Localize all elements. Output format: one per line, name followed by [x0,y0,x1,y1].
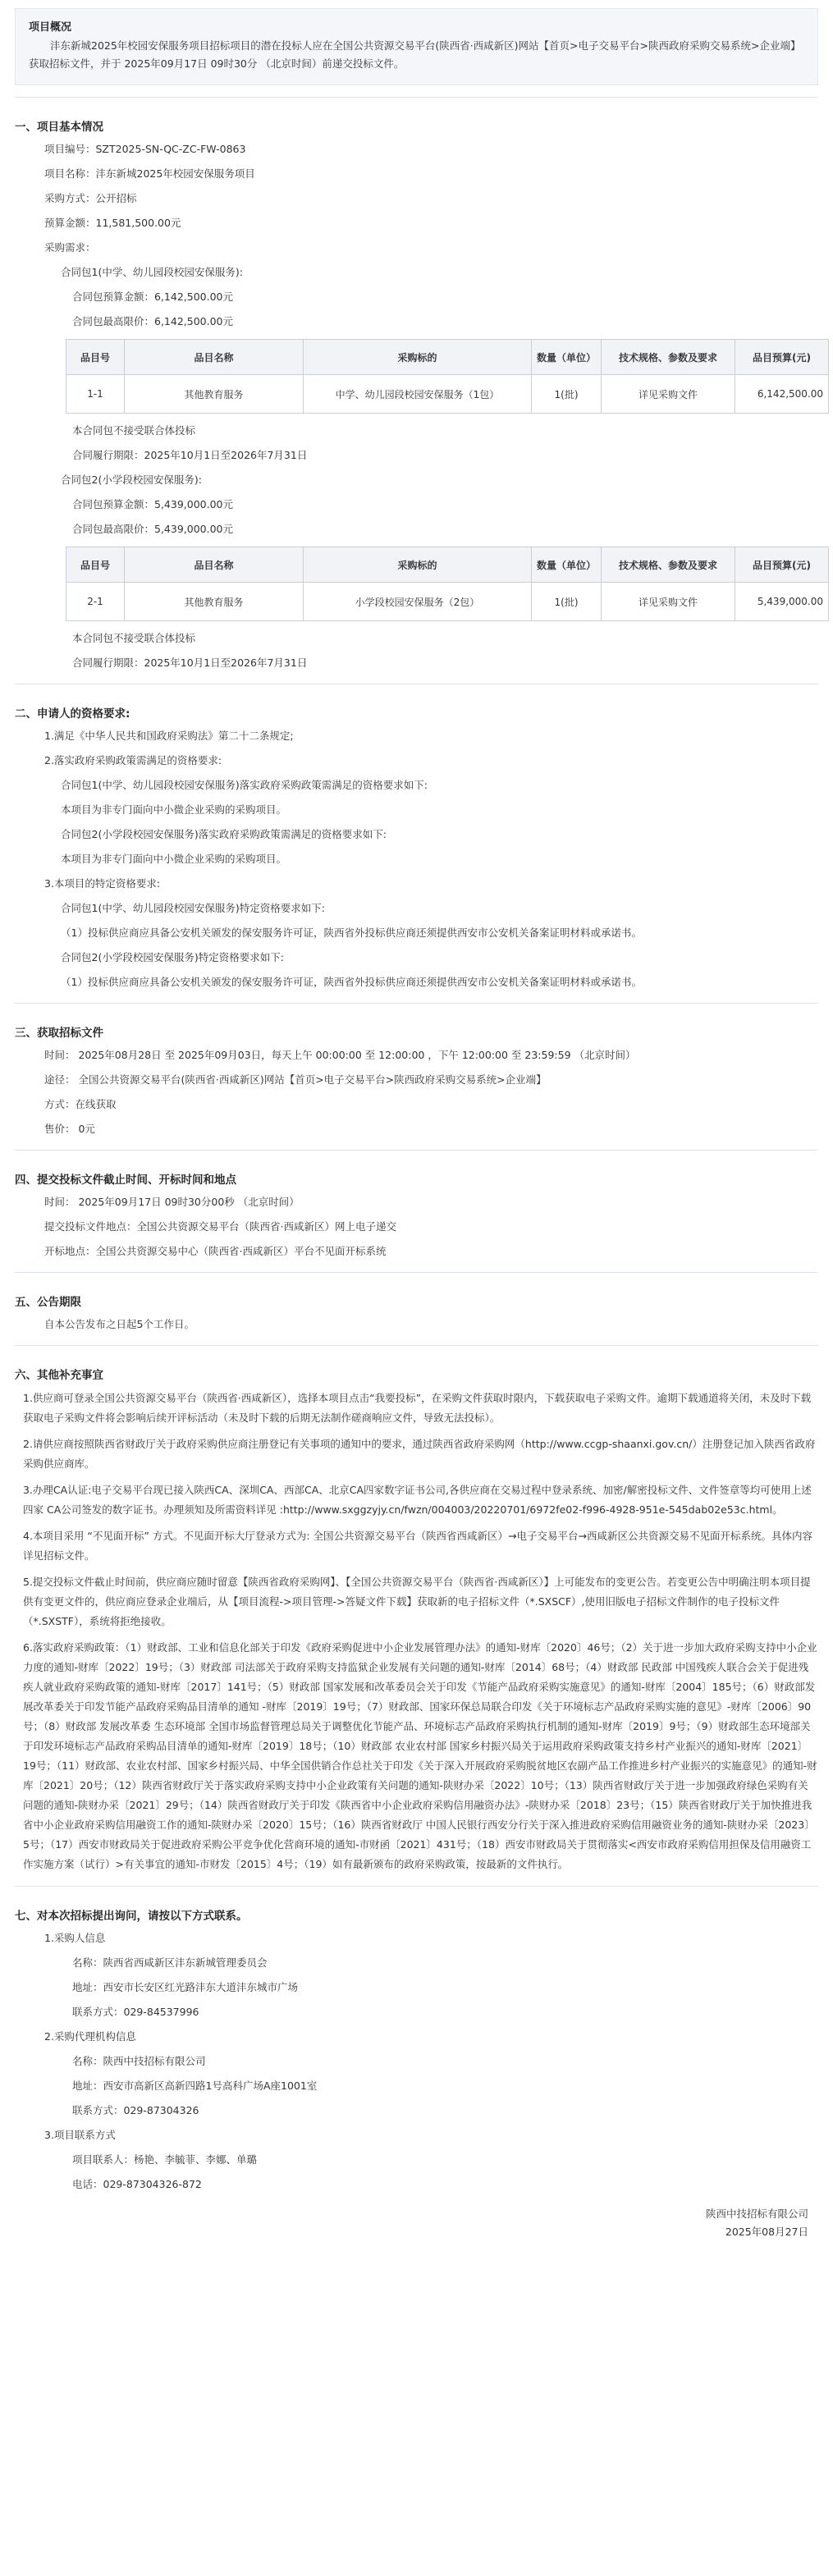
overview-text: 沣东新城2025年校园安保服务项目招标项目的潜在投标人应在全国公共资源交易平台(陕西省·西咸新区)网站【首页>电子交易平台>陕西政府采购交易系统>企业端】获取招标文件，并于 2025年09月17日 09时30分 （北京时间）前递交投标文件。 [29,39,801,70]
section-title: 二、申请人的资格要求: [15,707,130,721]
lot2-period: 合同履行期限：2025年10月1日至2026年7月31日 [72,657,308,669]
signature-org: 陕西中技招标有限公司 [705,2208,808,2220]
table-cell: 6,142,500.00 [735,375,829,414]
table-header-row [66,340,829,375]
announcement-page [0,8,833,2576]
supplementary-paragraph: 5.提交投标文件截止时间前，供应商应随时留意【陕西省政府采购网】、【全国公共资源交易平台（陕西省·西咸新区）】上可能发布的变更公告。若变更公告中明确注明本项目提供有变更文件的，供应商应登录企业端后，从【项目流程->项目管理->答疑文件下载】获取新的电子招标文件（*.SXSCF）,使用旧版电子招标文件制作的电子投标文件（*.SXSTF），系统将拒绝接收。 [23,1576,811,1627]
col-header: 数量（单位） [532,340,602,375]
col-header: 技术规格、参数及要求 [602,547,735,583]
table-header-row [66,547,829,583]
section-get-documents [15,1003,818,1138]
divider [15,1272,818,1273]
section-title: 四、提交投标文件截止时间、开标时间和地点 [15,1174,236,1187]
doc-mode: 方式：在线获取 [44,1098,117,1110]
budget-amount: 预算金额：11,581,500.00元 [44,217,181,229]
qualification-item: 本项目为非专门面向中小微企业采购的采购项目。 [61,803,287,816]
col-header: 品目名称 [125,547,304,583]
lot1-max-price: 合同包最高限价：6,142,500.00元 [72,315,233,327]
table-cell: 5,439,000.00 [735,583,829,621]
table-cell: 详见采购文件 [602,375,735,414]
section-title: 三、获取招标文件 [15,1027,103,1040]
notice-period-text: 自本公告发布之日起5个工作日。 [44,1318,195,1330]
section-title: 六、其他补充事宜 [15,1369,103,1382]
table-cell: 中学、幼儿园段校园安保服务（1包） [304,375,532,414]
section-notice-period [15,1272,818,1334]
col-header: 品目预算(元) [735,340,829,375]
qualification-item: 2.落实政府采购政策需满足的资格要求: [44,754,222,766]
table-cell: 1(批) [532,375,602,414]
col-header: 品目名称 [125,340,304,375]
col-header: 技术规格、参数及要求 [602,340,735,375]
qualification-item: （1）投标供应商应具备公安机关颁发的保安服务许可证，陕西省外投标供应商还须提供西安市公安机关备案证明材料或承诺书。 [61,927,642,939]
section-deadline [15,1150,818,1261]
purchaser-address: 地址：西安市长安区红光路沣东大道沣东城市广场 [72,1981,299,1993]
lot1-no-union: 本合同包不接受联合体投标 [72,424,196,437]
table-cell: 2-1 [66,583,125,621]
table-cell: 详见采购文件 [602,583,735,621]
lot1-period: 合同履行期限：2025年10月1日至2026年7月31日 [72,449,308,461]
table-cell: 其他教育服务 [125,375,304,414]
section-title: 一、项目基本情况 [15,121,103,134]
col-header: 采购标的 [304,547,532,583]
open-location: 开标地点：全国公共资源交易中心（陕西省·西咸新区）平台不见面开标系统 [44,1245,387,1257]
agency-name: 名称：陕西中技招标有限公司 [72,2055,206,2067]
qualification-item: 3.本项目的特定资格要求: [44,877,161,890]
supplementary-paragraph: 4.本项目采用 “不见面开标” 方式。不见面开标大厅登录方式为: 全国公共资源交易平台（陕西省西咸新区）→电子交易平台→西咸新区公共资源交易不见面开标系统。具体内容详见招标文件。 [23,1530,812,1562]
agency-address: 地址：西安市高新区高新四路1号高科广场A座1001室 [72,2080,318,2092]
lot2-title: 合同包2(小学段校园安保服务): [61,474,202,486]
table-cell: 小学段校园安保服务（2包） [304,583,532,621]
section-title: 七、对本次招标提出询问，请按以下方式联系。 [15,1910,248,1923]
contact-heading: 3.项目联系方式 [44,2129,116,2141]
signature-date: 2025年08月27日 [725,2226,808,2238]
agency-phone: 联系方式：029-87304326 [72,2104,199,2116]
col-header: 品目预算(元) [735,547,829,583]
project-code: 项目编号：SZT2025-SN-QC-ZC-FW-0863 [44,143,246,155]
lot1-table [66,339,829,414]
col-header: 数量（单位） [532,547,602,583]
divider [15,1003,818,1004]
qualification-item: 本项目为非专门面向中小微企业采购的采购项目。 [61,853,287,865]
signature-block [0,2205,808,2241]
section-title: 五、公告期限 [15,1296,81,1309]
supplementary-paragraph: 2.请供应商按照陕西省财政厅关于政府采购供应商注册登记有关事项的通知中的要求，通过陕西省政府采购网（http://www.ccgp-shaanxi.gov.cn/）注册登记加入陕西省政府采购供应商库。 [23,1438,816,1470]
lot2-no-union: 本合同包不接受联合体投标 [72,632,196,644]
col-header: 品目号 [66,547,125,583]
project-overview-box [15,8,818,85]
lot2-max-price: 合同包最高限价：5,439,000.00元 [72,523,233,535]
contact-phone: 电话：029-87304326-872 [72,2178,202,2190]
lot1-budget: 合同包预算金额：6,142,500.00元 [72,291,233,303]
divider [15,1886,818,1887]
section-supplementary [15,1345,818,1874]
table-cell: 1-1 [66,375,125,414]
purchaser-name: 名称：陕西省西咸新区沣东新城管理委员会 [72,1956,268,1969]
divider [15,1150,818,1151]
col-header: 品目号 [66,340,125,375]
purchaser-heading: 1.采购人信息 [44,1932,106,1944]
deadline-time: 时间： 2025年09月17日 09时30分00秒 （北京时间） [44,1196,300,1208]
purchaser-phone: 联系方式：029-84537996 [72,2006,199,2018]
table-row [66,375,829,414]
table-row [66,583,829,621]
contact-people: 项目联系人：杨艳、李毓菲、李娜、单璐 [72,2153,258,2166]
lot2-table [66,547,829,621]
section-basic-info [15,97,823,672]
lot2-budget: 合同包预算金额：5,439,000.00元 [72,498,233,510]
procurement-requirement: 采购需求： [44,241,96,254]
col-header: 采购标的 [304,340,532,375]
lot1-title: 合同包1(中学、幼儿园段校园安保服务): [61,266,243,278]
supplementary-paragraph: 6.落实政府采购政策：（1）财政部、工业和信息化部关于印发《政府采购促进中小企业发展管理办法》的通知-财库〔2020〕46号；（2）关于进一步加大政府采购支持中小企业力度的通知-财库〔2022〕19号；（3）财政部 司法部关于政府采购支持监狱企业发展有关问题的通知-财库〔2014〕68号；（4）财政部 民政部 中国残疾人联合会关于促进残疾人就业政府采购政策的通知-财库〔2017〕141号；（5）财政部 国家发展和改革委员会关于印发《节能产品政府采购实施意见》的通知-财库〔2004〕185号；（6）财政部发展改革委关于印发节能产品政府采购品目清单的通知 -财库〔2019〕19号；（7）财政部、国家环保总局联合印发《关于环境标志产品政府采购实施的意见》-财库〔2006〕90号；（8）财政部 发展改革委 生态环境部 全国市场监督管理总局关于调整优化节能产品、环境标志产品政府采购执行机制的通知-财库〔2019〕9号；（9）财政部生态环境部关于印发环境标志产品政府采购品目清单的通知-财库〔2019〕18号；（10）财政部 农业农村部 国家乡村振兴局关于运用政府采购政策支持乡村产业振兴的通知-财库〔2021〕19号；（11）财政部、农业农村部、国家乡村振兴局、中华全国供销合作总社关于印发《关于深入开展政府采购脱贫地区农副产品工作推进乡村产业振兴的实施意见》的通知-财库〔2021〕20号；（12）陕西省财政厅关于落实政府采购支持中小企业政策有关问题的通知-陕财办采〔2022〕10号；（13）陕西省财政厅关于进一步加强政府绿色采购有关问题的通知-陕财办采〔2021〕29号；（14）陕西省财政厅关于印发《陕西省中小企业政府采购信用融资办法》-陕财办采〔2018〕23号；（15）陕西省财政厅关于加快推进我省中小企业政府采购信用融资工作的通知-陕财办采〔2020〕15号；（16）陕西省财政厅 中国人民银行西安分行关于深入推进政府采购信用融资业务的通知-陕财办采〔2023〕5号；（17）西安市财政局关于促进政府采购公平竞争优化营商环境的通知-市财函〔2021〕431号；（18）西安市财政局关于贯彻落实<西安市政府采购信用担保及信用融资工作实施方案（试行）>有关事宜的通知-市财发〔2015〕4号；（19）如有最新颁布的政府采购政策，按最新的文件执行。 [23,1641,817,1870]
qualification-item: 合同包2(小学段校园安保服务)落实政府采购政策需满足的资格要求如下: [61,828,387,840]
doc-time: 时间： 2025年08月28日 至 2025年09月03日，每天上午 00:00:00 至 12:00:00 ，下午 12:00:00 至 23:59:59 （北京时间） [44,1049,636,1061]
qualification-item: 合同包1(中学、幼儿园段校园安保服务)特定资格要求如下: [61,902,325,914]
divider [15,1345,818,1346]
qualification-item: 1.满足《中华人民共和国政府采购法》第二十二条规定; [44,730,294,742]
qualification-item: 合同包1(中学、幼儿园段校园安保服务)落实政府采购政策需满足的资格要求如下: [61,779,428,791]
divider [15,97,818,98]
qualification-item: 合同包2(小学段校园安保服务)特定资格要求如下: [61,951,284,963]
procurement-method: 采购方式：公开招标 [44,192,137,204]
project-name: 项目名称：沣东新城2025年校园安保服务项目 [44,167,255,180]
section-contact [15,1886,818,2194]
section-qualification [15,684,818,991]
overview-title: 项目概况 [29,21,72,34]
doc-price: 售价： 0元 [44,1123,95,1135]
table-cell: 其他教育服务 [125,583,304,621]
agency-heading: 2.采购代理机构信息 [44,2030,136,2043]
doc-way: 途径： 全国公共资源交易平台(陕西省·西咸新区)网站【首页>电子交易平台>陕西政府采购交易系统>企业端】 [44,1073,547,1086]
submit-location: 提交投标文件地点：全国公共资源交易平台（陕西省·西咸新区）网上电子递交 [44,1220,396,1233]
table-cell: 1(批) [532,583,602,621]
supplementary-paragraph: 1.供应商可登录全国公共资源交易平台（陕西省·西咸新区），选择本项目点击“我要投标”，在采购文件获取时限内，下载获取电子采购文件。逾期下载通道将关闭，未及时下载获取电子采购文件将会影响后续开评标活动（未及时下载的后期无法制作磋商响应文件，导致无法投标）。 [23,1392,812,1424]
supplementary-paragraph: 3.办理CA认证:电子交易平台现已接入陕西CA、深圳CA、西部CA、北京CA四家数字证书公司,各供应商在交易过程中登录系统、加密/解密投标文件、文件签章等均可使用上述四家 CA公司签发的数字证书。办理须知及所需资料详见 :http://www.sxggzyjy.cn/fwzn/004003/20220701/6972fe02-f996-4928-951e-545dab02e53c.html。 [23,1484,812,1516]
qualification-item: （1）投标供应商应具备公安机关颁发的保安服务许可证，陕西省外投标供应商还须提供西安市公安机关备案证明材料或承诺书。 [61,976,642,988]
